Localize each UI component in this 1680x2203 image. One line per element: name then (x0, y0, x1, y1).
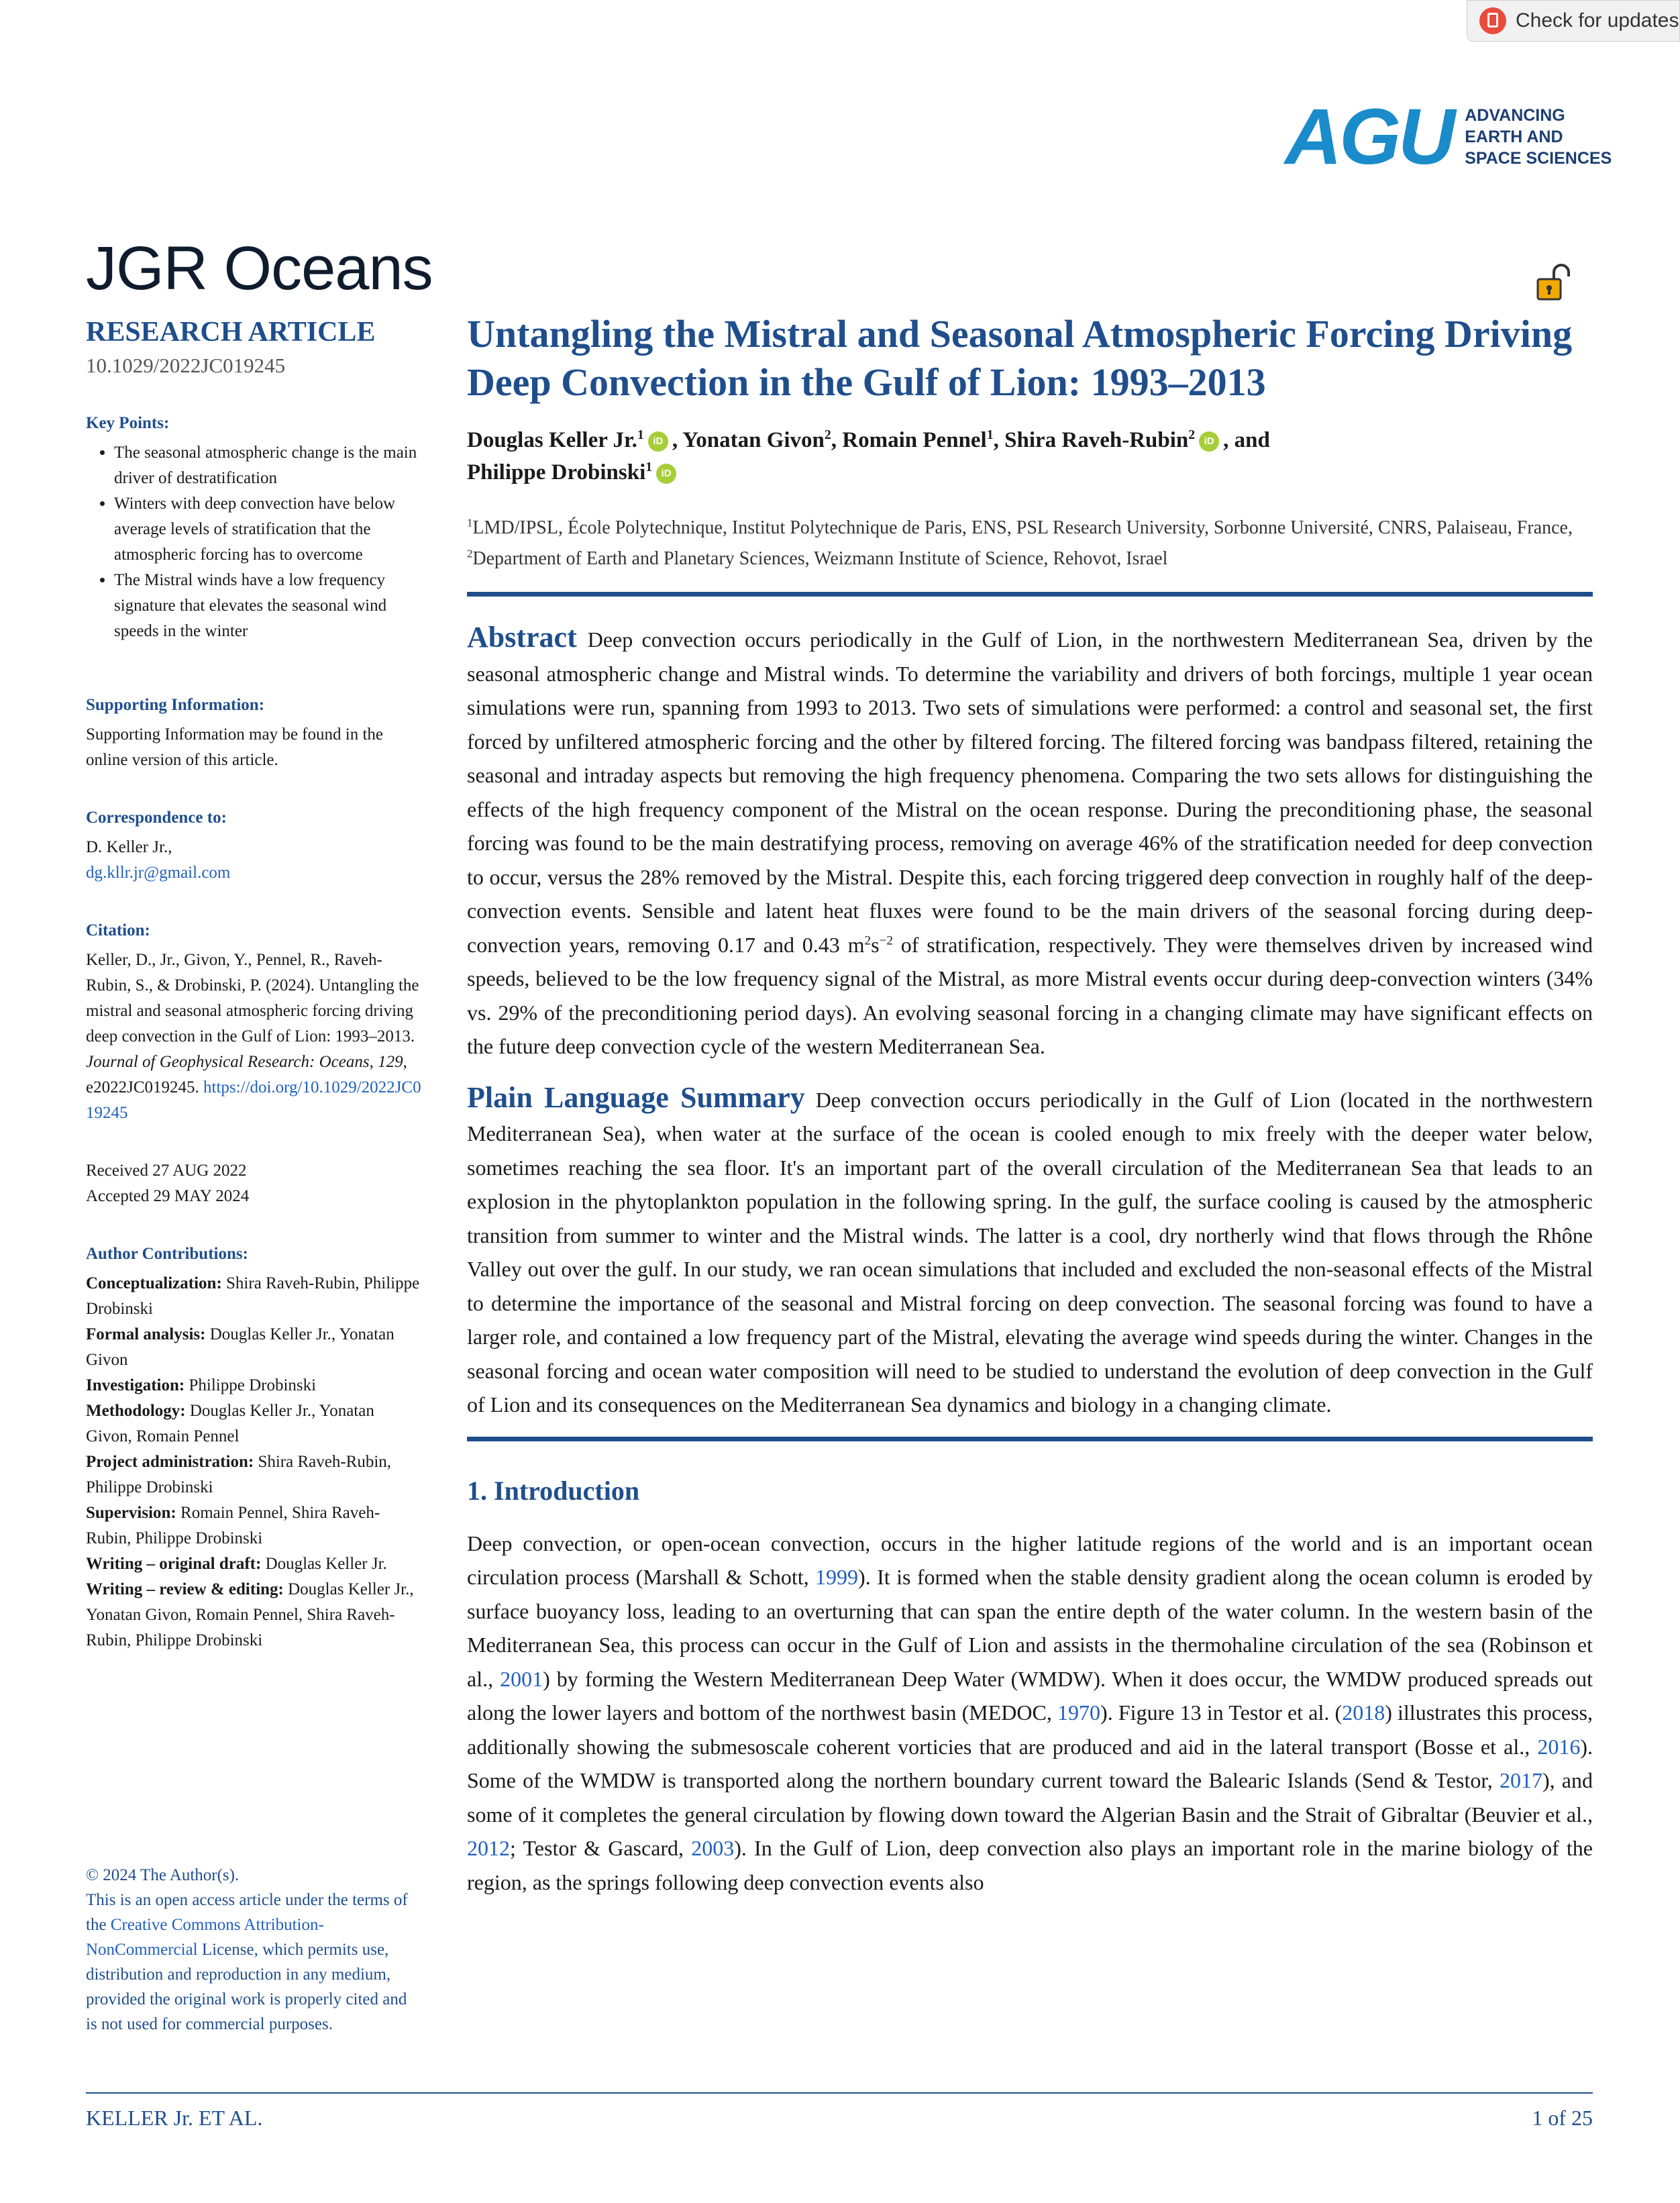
supporting-info-heading: Supporting Information: (86, 696, 265, 714)
article-type: RESEARCH ARTICLE (86, 317, 376, 348)
dates (86, 1158, 421, 1209)
affiliation-number: 2 (467, 547, 473, 560)
contribution-names: Philippe Drobinski (189, 1376, 317, 1394)
citation-link[interactable]: 2003 (691, 1836, 735, 1860)
intro-text: ) illustrates this process, additionally showing the submesoscale coherent vorticies that are produced and aid in the lateral transport (Bosse et al., (467, 1700, 1593, 1759)
agu-tagline (1465, 105, 1612, 169)
contribution-role: Formal analysis: (86, 1325, 206, 1343)
citation (86, 918, 421, 1126)
key-points (86, 411, 421, 644)
plain-language-summary (467, 1081, 1593, 1422)
affiliations (467, 513, 1593, 574)
intro-text: ) by forming the Western Mediterranean Deep Water (WMDW). When it does occur, the WMDW produced spreads out along the lower layers and bottom of the northwest basin (MEDOC, (467, 1666, 1593, 1725)
bookmark-icon (1479, 7, 1506, 34)
affiliation-text: Department of Earth and Planetary Sciences, Weizmann Institute of Science, Rehovot, Israel (472, 548, 1168, 569)
introduction-text (467, 1527, 1593, 1900)
contribution-item (86, 1551, 421, 1577)
agu-tagline-line: SPACE SCIENCES (1465, 149, 1612, 168)
key-points-heading: Key Points: (86, 414, 170, 432)
citation-link[interactable]: 2012 (467, 1836, 510, 1860)
contribution-names: Douglas Keller Jr. (265, 1555, 387, 1573)
sidebar (86, 315, 421, 1653)
abstract (467, 621, 1593, 1064)
intro-text: ). In the Gulf of Lion, deep convection also plays an important role in the marine biology of the region, as the springs following deep convection events also (467, 1836, 1593, 1894)
author-affiliation: 2 (824, 427, 831, 442)
license-text (86, 1888, 421, 2037)
intro-text: ). Figure 13 in Testor et al. ( (1100, 1700, 1343, 1725)
author-list: Douglas Keller Jr.$^1$ iD , Yonatan Givon$^2$, Romain Pennel$^1$, Shira Raveh-Rubin$^2$ iD , and Philippe Drobinski$^1$ iD (467, 427, 1270, 484)
intro-text: ), and some of it completes the general circulation by flowing down toward the Algerian Basin and the Strait of Gibraltar (Beuvier et al., (467, 1768, 1593, 1827)
page-number: 1 of 25 (1532, 2106, 1593, 2130)
key-point: • Winters with deep convection have below average levels of stratification that the atmospheric forcing has to overcome (114, 491, 421, 568)
contribution-names: Romain Pennel, Shira Raveh-Rubin, Philippe Drobinski (86, 1504, 380, 1547)
contribution-item (86, 1271, 421, 1322)
contribution-role: Supervision: (86, 1504, 176, 1522)
agu-tagline-line: EARTH AND (1465, 127, 1563, 146)
contribution-role: Project administration: (86, 1453, 254, 1471)
license-link[interactable]: Creative Commons Attribution-NonCommercial (86, 1916, 324, 1959)
copyright: © 2024 The Author(s). (86, 1866, 240, 1884)
pls-heading: Plain Language Summary (467, 1080, 805, 1114)
contribution-item (86, 1322, 421, 1373)
author-name: Yonatan Givon (682, 428, 825, 452)
citation-link[interactable]: 1970 (1057, 1700, 1101, 1725)
contribution-item (86, 1500, 421, 1551)
contribution-item (86, 1449, 421, 1500)
affiliation-number: 1 (467, 516, 473, 529)
author-name: Philippe Drobinski (467, 460, 646, 484)
orcid-icon[interactable]: iD (656, 464, 676, 484)
citation-article: , e2022JC019245. (86, 1053, 407, 1096)
unit-text: s (871, 932, 880, 957)
received-date: Received 27 AUG 2022 (86, 1162, 247, 1180)
open-access-lock-icon (1536, 262, 1570, 302)
agu-logo (1285, 93, 1612, 181)
correspondence (86, 805, 421, 886)
contribution-item (86, 1577, 421, 1653)
divider (467, 1437, 1593, 1441)
citation-link[interactable]: 2016 (1537, 1734, 1581, 1759)
footer-authors: KELLER Jr. ET AL. (86, 2106, 263, 2130)
contribution-names: Douglas Keller Jr., Yonatan Givon, Romain Pennel (86, 1402, 374, 1445)
author-affiliation: 1 (986, 427, 994, 442)
unit-superscript: 2 (864, 933, 872, 947)
key-point: • The Mistral winds have a low frequency signature that elevates the seasonal wind speeds in the winter (114, 568, 421, 644)
contribution-role: Writing – original draft: (86, 1555, 262, 1573)
supporting-info-text: Supporting Information may be found in the online version of this article. (86, 725, 383, 769)
agu-logo-mark: AGU (1285, 93, 1453, 181)
contribution-item (86, 1398, 421, 1449)
footer-divider (86, 2092, 1593, 2094)
contribution-role: Writing – review & editing: (86, 1580, 284, 1598)
intro-text: ; Testor & Gascard, (510, 1836, 692, 1860)
journal-name: JGR Oceans (86, 234, 433, 303)
contribution-names: Shira Raveh-Rubin, Philippe Drobinski (86, 1453, 392, 1496)
agu-tagline-line: ADVANCING (1465, 106, 1565, 125)
citation-link[interactable]: 1999 (815, 1565, 859, 1589)
abstract-heading: Abstract (467, 621, 577, 654)
main-column (467, 310, 1593, 1899)
citation-link[interactable]: 2018 (1342, 1700, 1385, 1725)
citation-text: Keller, D., Jr., Givon, Y., Pennel, R., Raveh-Rubin, S., & Drobinski, P. (2024). Untangling the mistral and seasonal atmospheric forcing driving deep convection in the Gulf of Lion: 1993–2013. Journal of Geophysical Research: Oceans, 129, e2022JC019245. https://doi.org/10.1029/2022JC019245 (86, 951, 421, 1122)
check-for-updates-label: Check for updates (1516, 9, 1679, 32)
license-pre: This is an open access article under the terms of the (86, 1891, 408, 1934)
citation-body: Keller, D., Jr., Givon, Y., Pennel, R., Raveh-Rubin, S., & Drobinski, P. (2024). Untangling the mistral and seasonal atmospheric forcing driving deep convection in the Gulf of Lion: 1993–2013. (86, 951, 419, 1045)
accepted-date: Accepted 29 MAY 2024 (86, 1187, 250, 1205)
citation-doi-link[interactable]: https://doi.org/10.1029/2022JC019245 (86, 1078, 421, 1122)
check-for-updates-badge[interactable] (1467, 0, 1680, 42)
contribution-item (86, 1373, 421, 1398)
author-name: Romain Pennel (842, 428, 987, 452)
abstract-text-continued: of stratification, respectively. They were themselves driven by increased wind speeds, believed to be the low frequency signal of the Mistral, as more Mistral events occur during deep-convection winters (34% vs. 29% of the preconditioning period days). An evolving seasonal forcing in a changing climate may have significant effects on the future deep convection cycle of the western Mediterranean Sea. (467, 932, 1593, 1058)
intro-text: Deep convection, or open-ocean convection, occurs in the higher latitude regions of the world and is an important ocean circulation process (Marshall & Schott, (467, 1531, 1593, 1589)
abstract-text: Deep convection occurs periodically in the Gulf of Lion, in the northwestern Mediterranean Sea, driven by the seasonal atmospheric change and Mistral winds. To determine the variability and drivers of both forcings, multiple 1 year ocean simulations were run, spanning from 1993 to 2013. Two sets of simulations were performed: a control and seasonal set, the first forced by unfiltered atmospheric forcing and the other by filtered forcing. The filtered forcing was bandpass filtered, retaining the seasonal and intraday aspects but removing the high frequency phenomena. Comparing the two sets allows for distinguishing the effects of the high frequency component of the Mistral on the ocean response. During the preconditioning phase, the seasonal forcing was found to be the main destratifying process, removing on average 46% of the stratification needed for deep convection to occur, versus the 28% removed by the Mistral. Despite this, each forcing triggered deep convection in roughly half of the deep-convection events. Sensible and latent heat fluxes were found to be the main drivers of the seasonal forcing during deep-convection years, removing 0.17 and 0.43 m (467, 627, 1593, 957)
contribution-names: Douglas Keller Jr., Yonatan Givon (86, 1325, 395, 1369)
section-heading: 1. Introduction (467, 1475, 640, 1506)
divider (467, 592, 1593, 597)
author-contributions (86, 1241, 421, 1653)
author-affiliation: 2 (1188, 427, 1196, 442)
orcid-icon[interactable]: iD (1199, 431, 1219, 452)
key-point: • The seasonal atmospheric change is the main driver of destratification (114, 440, 421, 491)
correspondence-heading: Correspondence to: (86, 809, 227, 827)
author-name: Douglas Keller Jr. (467, 428, 637, 452)
orcid-icon[interactable]: iD (648, 431, 668, 452)
author-contributions-heading: Author Contributions: (86, 1245, 248, 1263)
license-post: License, which permits use, distribution and reproduction in any medium, provided the original work is properly cited and is not used for commercial purposes. (86, 1941, 407, 2033)
contribution-role: Methodology: (86, 1402, 186, 1420)
author-name: Shira Raveh-Rubin (1004, 428, 1189, 452)
intro-text: ). Some of the WMDW is transported along the northern boundary current toward the Balearic Islands (Send & Testor, (467, 1734, 1593, 1792)
pls-text: Deep convection occurs periodically in the Gulf of Lion (located in the northwestern Mediterranean Sea), when water at the surface of the ocean is cooled enough to mix freely with the deeper water below, sometimes reaching the sea floor. It's an important part of the overall circulation of the Mediterranean Sea that leads to an explosion in the phytoplankton population in the following spring. In the gulf, the surface cooling is caused by the atmospheric transition from summer to winter and the Mistral winds. The latter is a cool, dry northerly wind that flows through the Rhône Valley out over the gulf. In our study, we ran ocean simulations that included and excluded the non-seasonal effects of the Mistral to determine the importance of the seasonal and Mistral forcing on deep convection. The seasonal forcing was found to have a larger role, and contained a low frequency part of the Mistral, elevating the average wind speeds during the winter. Changes in the seasonal forcing and ocean water composition will need to be studied to understand the evolution of deep convection in the Gulf of Lion and its consequences on the Mediterranean Sea dynamics and biology in a changing climate. (467, 1087, 1593, 1417)
correspondence-email-link[interactable]: dg.kllr.jr@gmail.com (86, 864, 231, 882)
intro-text: ). It is formed when the stable density gradient along the ocean column is eroded by surface buoyancy loss, leading to an overturning that can span the entire depth of the water column. In the western basin of the Mediterranean Sea, this process can occur in the Gulf of Lion and assists in the thermohaline circulation of the sea (Robinson et al., (467, 1565, 1593, 1691)
citation-volume: 129 (378, 1053, 403, 1071)
doi: 10.1029/2022JC019245 (86, 354, 286, 377)
author-affiliation: 1 (637, 427, 644, 442)
contribution-role: Investigation: (86, 1376, 185, 1394)
author-affiliation: 1 (645, 460, 653, 474)
correspondence-name: D. Keller Jr., (86, 838, 172, 856)
license-notice (86, 1863, 421, 2037)
article-title: Untangling the Mistral and Seasonal Atmospheric Forcing Driving Deep Convection in the Gulf of Lion: 1993–2013 (467, 312, 1573, 404)
citation-journal: Journal of Geophysical Research: Oceans (86, 1053, 370, 1071)
affiliation-text: LMD/IPSL, École Polytechnique, Institut Polytechnique de Paris, ENS, PSL Research University, Sorbonne Université, CNRS, Palaiseau, France, (472, 517, 1573, 538)
contribution-names: Shira Raveh-Rubin, Philippe Drobinski (86, 1274, 420, 1318)
citation-link[interactable]: 2017 (1499, 1768, 1542, 1792)
citation-link[interactable]: 2001 (500, 1666, 543, 1691)
unit-superscript: −2 (879, 933, 893, 947)
citation-heading: Citation: (86, 921, 150, 939)
contribution-role: Conceptualization: (86, 1274, 222, 1292)
supporting-info (86, 693, 421, 773)
contribution-names: Douglas Keller Jr., Yonatan Givon, Romain Pennel, Shira Raveh-Rubin, Philippe Drobinski (86, 1580, 414, 1649)
